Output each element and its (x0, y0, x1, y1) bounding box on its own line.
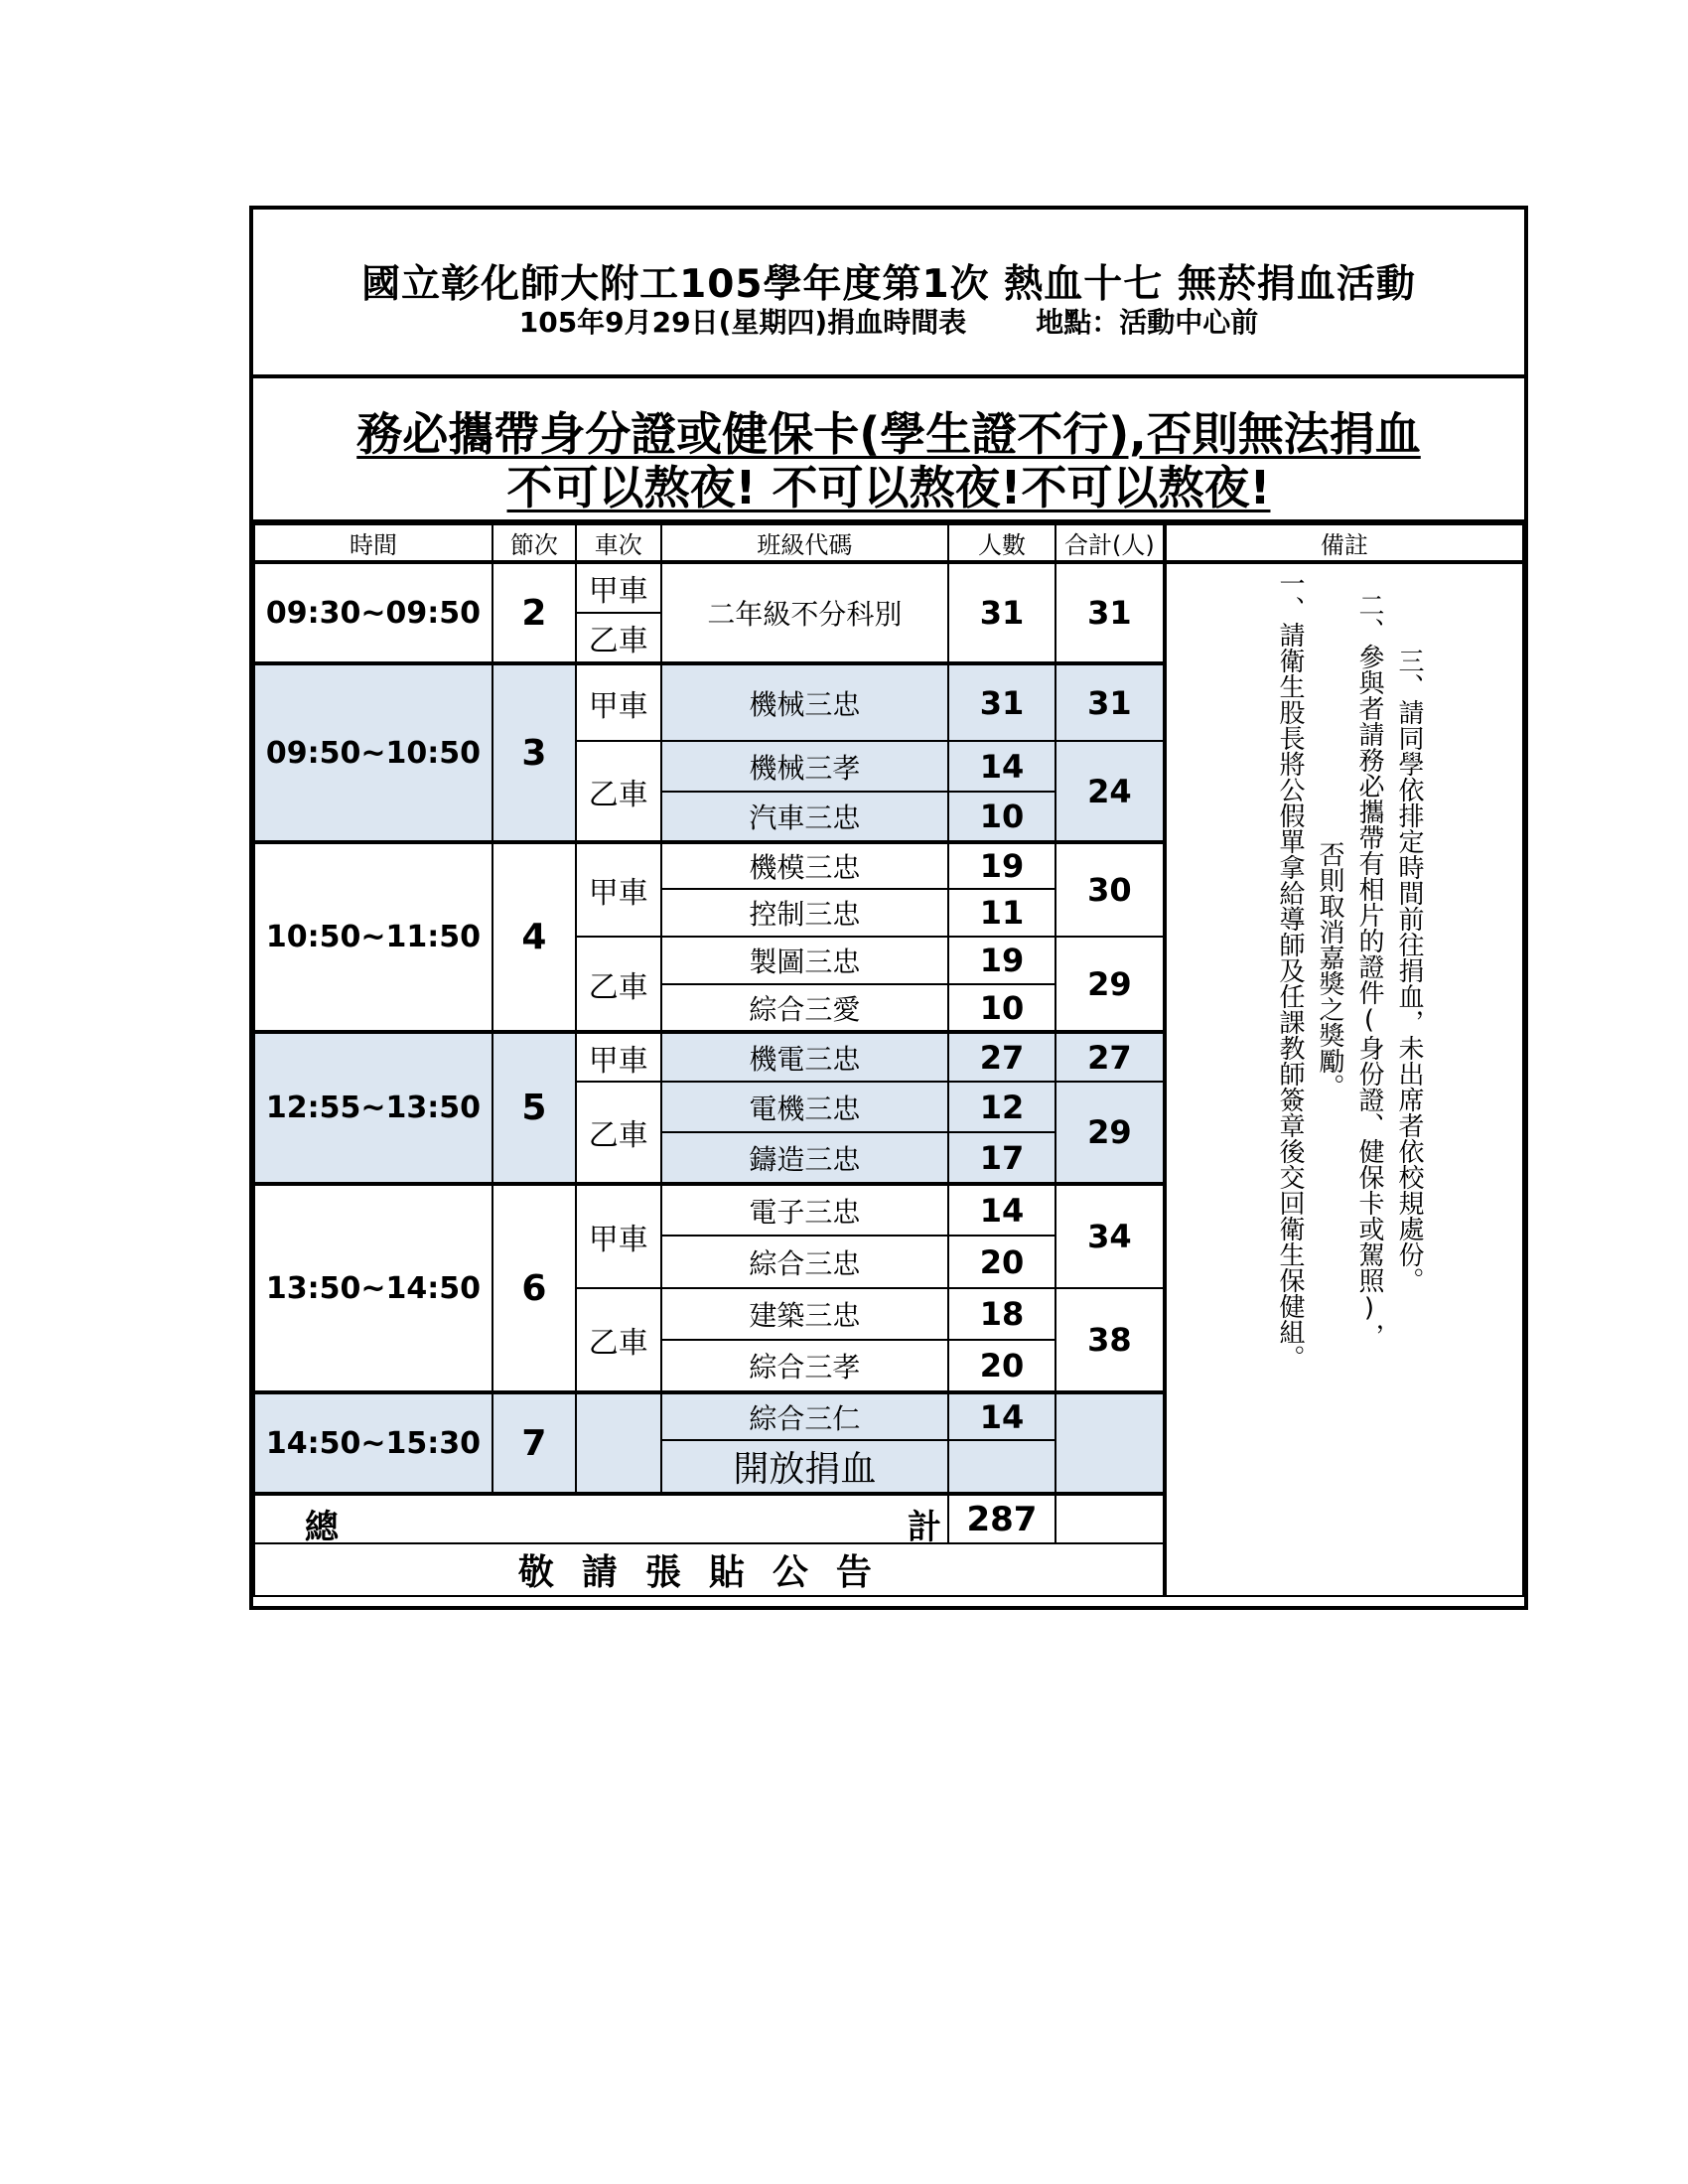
date-label: 105年9月29日(星期四)捐血時間表 (518, 306, 967, 339)
notes-cell (1165, 562, 1523, 1596)
count-cell: 14 (948, 1184, 1055, 1236)
count-cell: 10 (948, 984, 1055, 1032)
header-class: 班級代碼 (661, 524, 948, 562)
header-car: 車次 (576, 524, 661, 562)
class-cell: 電子三忠 (661, 1184, 948, 1236)
count-cell: 17 (948, 1132, 1055, 1184)
period-cell: 3 (492, 663, 576, 842)
warning-line-2: 不可以熬夜! 不可以熬夜!不可以熬夜! (506, 461, 1271, 514)
car-cell: 乙車 (576, 1082, 661, 1184)
car-cell: 乙車 (576, 613, 661, 663)
class-cell: 汽車三忠 (661, 792, 948, 842)
count-cell: 10 (948, 792, 1055, 842)
notice-text: 敬請張貼公告 (254, 1543, 1165, 1596)
note-item: 否則取消嘉獎之獎勵。 (1315, 841, 1344, 1099)
count-cell: 19 (948, 842, 1055, 889)
header-subtotal: 合計(人) (1055, 524, 1165, 562)
car-cell: 甲車 (576, 663, 661, 741)
page-subtitle (253, 301, 1524, 341)
period-cell: 2 (492, 562, 576, 663)
period-cell: 7 (492, 1392, 576, 1494)
car-cell: 乙車 (576, 741, 661, 842)
car-cell: 甲車 (576, 562, 661, 613)
header-notes: 備註 (1165, 524, 1523, 562)
count-cell: 20 (948, 1236, 1055, 1288)
total-label-left: 總 (305, 1508, 339, 1547)
class-cell: 開放捐血 (661, 1440, 948, 1494)
class-cell: 鑄造三忠 (661, 1132, 948, 1184)
header-count: 人數 (948, 524, 1055, 562)
count-cell: 14 (948, 741, 1055, 792)
notes-columns (1272, 570, 1427, 1371)
total-empty (1055, 1494, 1165, 1543)
car-cell (576, 1392, 661, 1494)
count-cell: 27 (948, 1032, 1055, 1082)
note-item: 二、參與者請務必攜帶有相片的證件(身份證、健保卡或駕照)， (1354, 592, 1384, 1349)
schedule-table (253, 523, 1524, 1597)
count-cell: 14 (948, 1392, 1055, 1440)
count-cell: 20 (948, 1340, 1055, 1392)
location-label: 地點：活動中心前 (1036, 306, 1259, 339)
count-cell: 31 (948, 562, 1055, 663)
subtotal-cell: 34 (1055, 1184, 1165, 1288)
class-cell: 機械三孝 (661, 741, 948, 792)
time-cell: 12:55~13:50 (254, 1032, 492, 1184)
time-cell: 10:50~11:50 (254, 842, 492, 1032)
note-item: 三、請同學依排定時間前往捐血，未出席者依校規處份。 (1394, 648, 1424, 1293)
class-cell: 製圖三忠 (661, 937, 948, 984)
total-label-right: 計 (908, 1508, 942, 1547)
header-time: 時間 (254, 524, 492, 562)
subtotal-cell: 31 (1055, 663, 1165, 741)
warning-line-1: 務必攜帶身分證或健保卡(學生證不行),否則無法捐血 (356, 407, 1421, 461)
count-cell: 31 (948, 663, 1055, 741)
class-cell: 綜合三忠 (661, 1236, 948, 1288)
subtotal-cell: 29 (1055, 937, 1165, 1032)
class-cell: 機電三忠 (661, 1032, 948, 1082)
car-cell: 乙車 (576, 1288, 661, 1392)
count-cell (948, 1440, 1055, 1494)
header-period: 節次 (492, 524, 576, 562)
count-cell: 18 (948, 1288, 1055, 1340)
total-value: 287 (948, 1494, 1055, 1543)
class-cell: 控制三忠 (661, 889, 948, 937)
subtotal-cell (1055, 1392, 1165, 1494)
car-cell: 甲車 (576, 1184, 661, 1288)
car-cell: 乙車 (576, 937, 661, 1032)
note-item: 一、請衛生股長將公假單拿給導師及任課教師簽章後交回衛生保健組。 (1275, 570, 1305, 1371)
count-cell: 12 (948, 1082, 1055, 1132)
total-label (254, 1494, 948, 1547)
time-cell: 09:50~10:50 (254, 663, 492, 842)
count-cell: 19 (948, 937, 1055, 984)
car-cell: 甲車 (576, 842, 661, 937)
header-row (254, 524, 1523, 562)
time-cell: 09:30~09:50 (254, 562, 492, 663)
period-cell: 5 (492, 1032, 576, 1184)
subtotal-cell: 31 (1055, 562, 1165, 663)
document-frame (249, 206, 1528, 1610)
class-cell: 建築三忠 (661, 1288, 948, 1340)
page-title: 國立彰化師大附工105學年度第1次 熱血十七 無菸捐血活動 (361, 262, 1416, 307)
class-cell: 綜合三仁 (661, 1392, 948, 1440)
period-cell: 6 (492, 1184, 576, 1392)
subtotal-cell: 24 (1055, 741, 1165, 842)
class-cell: 二年級不分科別 (661, 562, 948, 663)
time-cell: 14:50~15:30 (254, 1392, 492, 1494)
class-cell: 綜合三孝 (661, 1340, 948, 1392)
subtotal-cell: 30 (1055, 842, 1165, 937)
time-cell: 13:50~14:50 (254, 1184, 492, 1392)
class-cell: 機模三忠 (661, 842, 948, 889)
title-block (253, 210, 1524, 378)
class-cell: 機械三忠 (661, 663, 948, 741)
warning-block (253, 378, 1524, 523)
subtotal-cell: 27 (1055, 1032, 1165, 1082)
class-cell: 電機三忠 (661, 1082, 948, 1132)
subtotal-cell: 38 (1055, 1288, 1165, 1392)
car-cell: 甲車 (576, 1032, 661, 1082)
period-cell: 4 (492, 842, 576, 1032)
class-cell: 綜合三愛 (661, 984, 948, 1032)
subtotal-cell: 29 (1055, 1082, 1165, 1184)
table-row (254, 562, 1523, 613)
count-cell: 11 (948, 889, 1055, 937)
